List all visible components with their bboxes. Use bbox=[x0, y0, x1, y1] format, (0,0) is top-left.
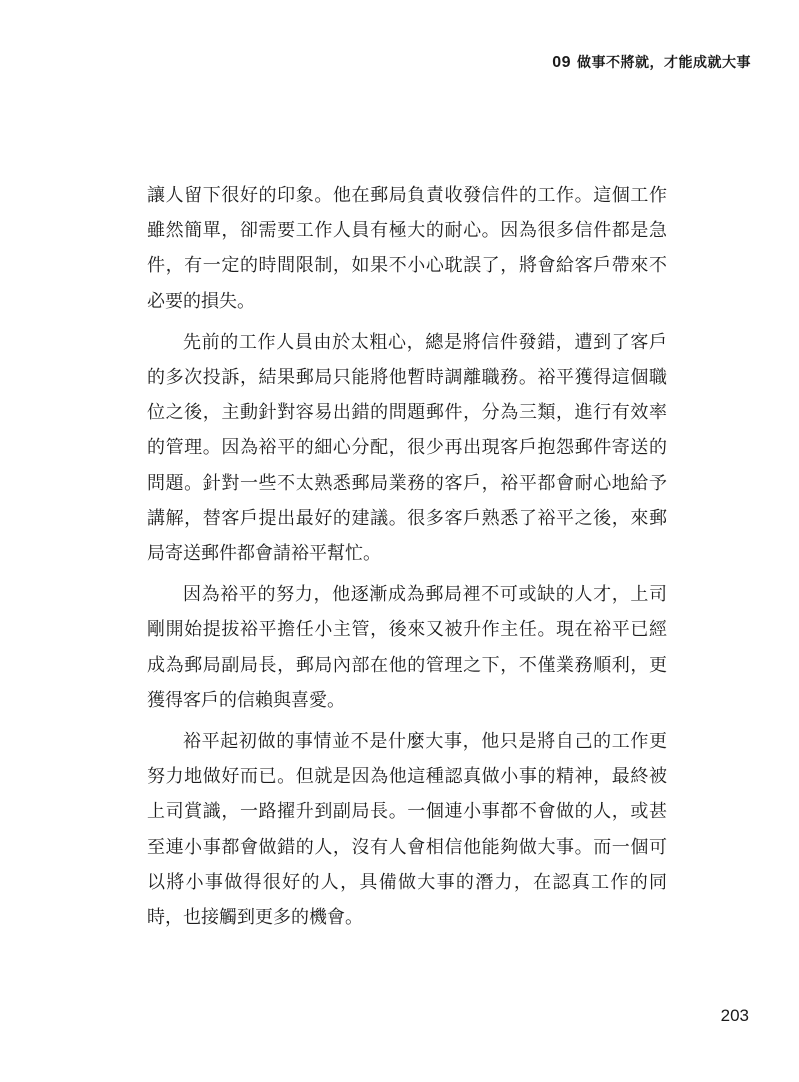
page-number: 203 bbox=[720, 1006, 749, 1025]
running-header bbox=[552, 52, 751, 72]
paragraph-3: 因為裕平的努力，他逐漸成為郵局裡不可或缺的人才，上司剛開始提拔裕平擔任小主管，後來又被升作主任。現在裕平已經成為郵局副局長，郵局內部在他的管理之下，不僅業務順利，更獲得客戶的信賴與喜愛。 bbox=[147, 584, 667, 711]
paragraph-4: 裕平起初做的事情並不是什麼大事，他只是將自己的工作更努力地做好而已。但就是因為他這種認真做小事的精神，最終被上司賞識，一路擢升到副局長。一個連小事都不會做的人，或甚至連小事都會做錯的人，沒有人會相信他能夠做大事。而一個可以將小事做得很好的人，具備做大事的潛力，在認真工作的同時，也接觸到更多的機會。 bbox=[147, 731, 667, 929]
paragraph-1: 讓人留下很好的印象。他在郵局負責收發信件的工作。這個工作雖然簡單，卻需要工作人員有極大的耐心。因為很多信件都是急件，有一定的時間限制，如果不小心耽誤了，將會給客戶帶來不必要的損失。 bbox=[147, 185, 667, 312]
paragraph-2: 先前的工作人員由於太粗心，總是將信件發錯，遭到了客戶的多次投訴，結果郵局只能將他暫時調離職務。裕平獲得這個職位之後，主動針對容易出錯的問題郵件，分為三類，進行有效率的管理。因為裕平的細心分配，很少再出現客戶抱怨郵件寄送的問題。針對一些不太熟悉郵局業務的客戶，裕平都會耐心地給予講解，替客戶提出最好的建議。很多客戶熟悉了裕平之後，來郵局寄送郵件都會請裕平幫忙。 bbox=[147, 331, 667, 565]
body-text bbox=[147, 178, 667, 941]
chapter-number: 09 bbox=[552, 54, 571, 71]
chapter-title: 做事不將就，才能成就大事 bbox=[577, 55, 751, 71]
